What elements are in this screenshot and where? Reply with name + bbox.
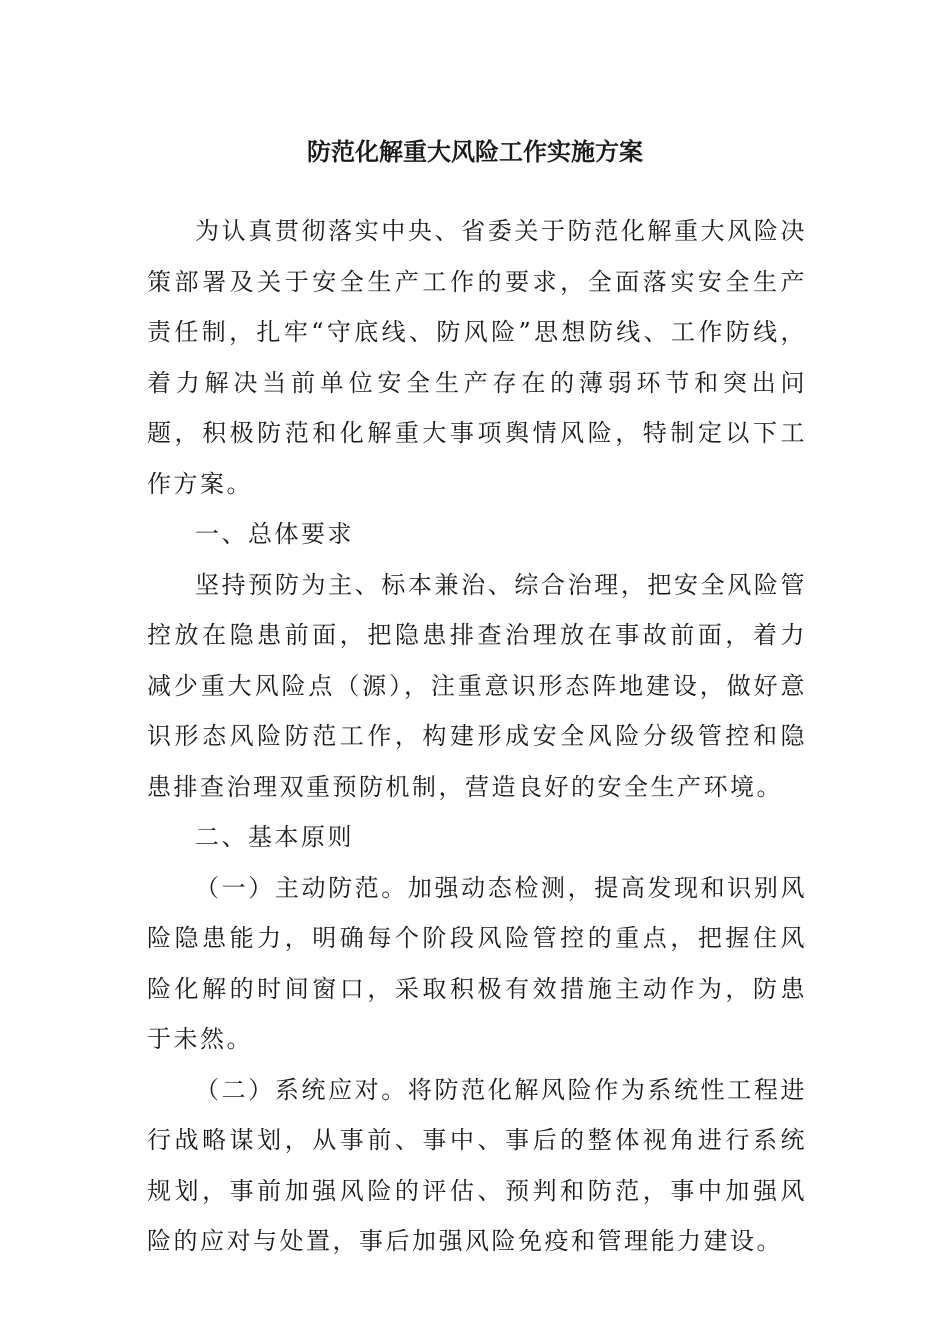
- principle-systematic-response-paragraph: （二）系统应对。将防范化解风险作为系统性工程进行战略谋划，从事前、事中、事后的整体视角进行系统规划，事前加强风险的评估、预判和防范，事中加强风险的应对与处置，事后加强风险免疫和管理能力建设。: [147, 1075, 807, 1255]
- section-heading-basic-principles: 二、基本原则: [195, 823, 354, 851]
- intro-paragraph: 为认真贯彻落实中央、省委关于防范化解重大风险决策部署及关于安全生产工作的要求，全面落实安全生产责任制，扎牢“守底线、防风险”思想防线、工作防线，着力解决当前单位安全生产存在的薄弱环节和突出问题，积极防范和化解重大事项舆情风险，特制定以下工作方案。: [147, 217, 807, 498]
- document-body: [147, 206, 807, 1267]
- document-title: 防范化解重大风险工作实施方案: [307, 138, 643, 166]
- principle-active-prevention-paragraph: （一）主动防范。加强动态检测，提高发现和识别风险隐患能力，明确每个阶段风险管控的重点，把握住风险化解的时间窗口，采取积极有效措施主动作为，防患于未然。: [147, 873, 807, 1053]
- section-heading-general-requirements: 一、总体要求: [195, 520, 354, 548]
- general-requirements-paragraph: 坚持预防为主、标本兼治、综合治理，把安全风险管控放在隐患前面，把隐患排查治理放在事故前面，着力减少重大风险点（源），注重意识形态阵地建设，做好意识形态风险防范工作，构建形成安全风险分级管控和隐患排查治理双重预防机制，营造良好的安全生产环境。: [147, 570, 807, 801]
